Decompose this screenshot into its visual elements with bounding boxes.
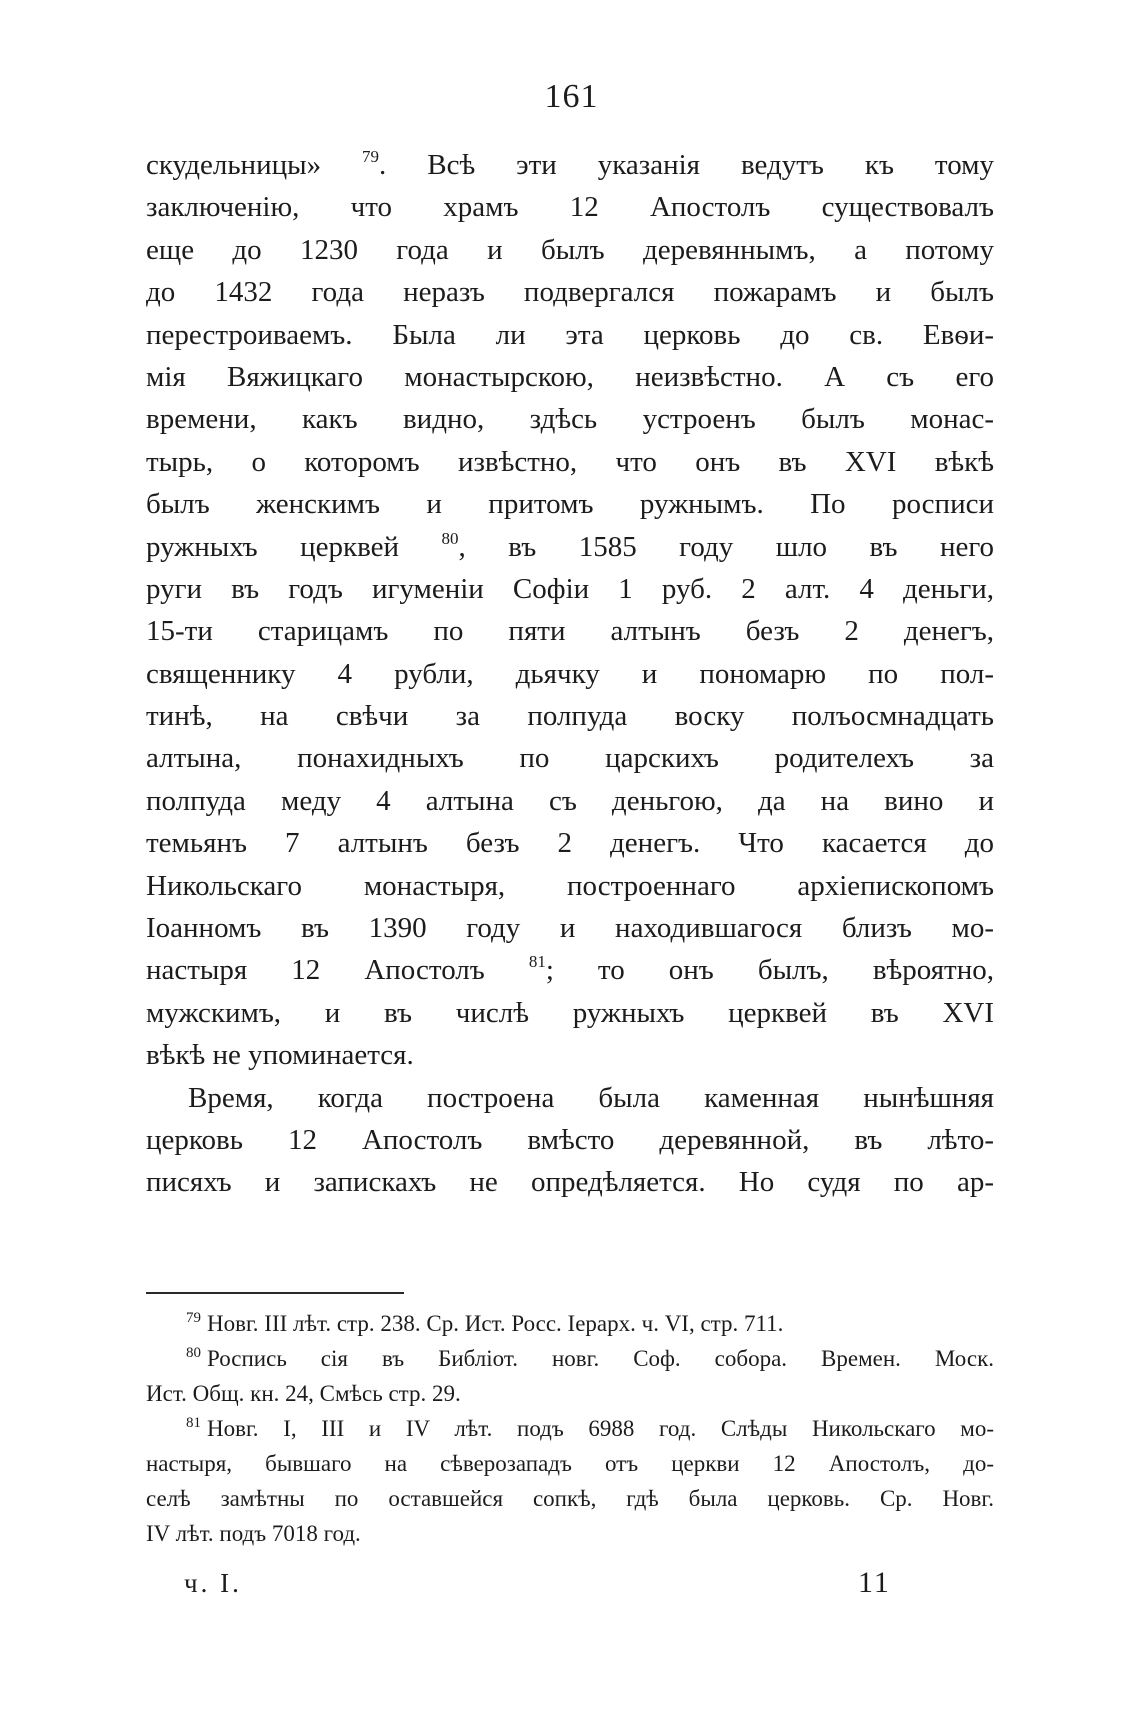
footnote-line <box>146 1481 994 1516</box>
line-text: настыря 12 Апостолъ <box>146 954 485 987</box>
text-line <box>146 907 994 949</box>
line-text: полпуда меду 4 алтына съ деньгою, да на вино и <box>146 784 994 817</box>
text-line <box>146 483 994 525</box>
line-text: Никольскаго монастыря, построеннаго архіепископомъ <box>146 869 994 902</box>
text-line <box>146 737 994 779</box>
footnote <box>146 1341 994 1411</box>
line-text: священнику 4 рубли, дьячку и пономарю по пол- <box>146 657 994 690</box>
line-text: тырь, о которомъ извѣстно, что онъ въ XVI вѣкѣ <box>146 445 994 478</box>
line-text: былъ женскимъ и притомъ ружнымъ. По росписи <box>146 488 994 521</box>
sheet-number: 11 <box>858 1566 891 1599</box>
text-line <box>146 1161 994 1203</box>
line-text: писяхъ и запискахъ не опредѣляется. Но судя по ар- <box>146 1166 994 1199</box>
footnotes <box>146 1306 994 1551</box>
text-line <box>146 1034 994 1076</box>
footnote-line <box>146 1446 994 1481</box>
line-text: до 1432 года неразъ подвергался пожарамъ и былъ <box>146 276 994 309</box>
footnote <box>146 1411 994 1551</box>
footnote-text: селѣ замѣтны по оставшейся сопкѣ, гдѣ была церковь. Ср. Новг. <box>146 1486 994 1511</box>
text-line <box>146 992 994 1034</box>
text-line <box>146 186 994 228</box>
text-line <box>146 780 994 822</box>
text-line <box>146 653 994 695</box>
line-text: Время, когда построена была каменная нынѣшняя <box>188 1081 994 1114</box>
footnote-text: настыря, бывшаго на сѣверозападъ отъ церкви 12 Апостолъ, до- <box>146 1451 994 1476</box>
footnote-line <box>146 1341 994 1376</box>
line-text: руги въ годъ игуменіи Софіи 1 руб. 2 алт. 4 деньги, <box>146 572 994 605</box>
footnote-marker: 79 <box>186 1310 201 1326</box>
line-text: вѣкѣ не упоминается. <box>146 1039 414 1072</box>
line-text-rest: . Всѣ эти указанія ведутъ къ тому <box>379 149 994 181</box>
footnote-separator <box>146 1292 404 1294</box>
footnote-line <box>146 1516 994 1551</box>
signature-mark: ч. I. <box>184 1568 242 1598</box>
line-text: времени, какъ видно, здѣсь устроенъ былъ монас- <box>146 403 994 436</box>
text-line <box>146 1119 994 1161</box>
footnote-reference: 80 <box>441 528 459 548</box>
text-line <box>146 865 994 907</box>
text-line <box>146 568 994 610</box>
page-number: 161 <box>544 78 599 115</box>
footnote-text: Новг. III лѣт. стр. 238. Ср. Ист. Росс. Іерарх. ч. VI, стр. 711. <box>207 1311 784 1336</box>
text-line <box>146 441 994 483</box>
main-text <box>146 144 994 1204</box>
line-text: перестроиваемъ. Была ли эта церковь до св. Евѳи- <box>146 318 994 351</box>
footnote-text: Ист. Общ. кн. 24, Смѣсь стр. 29. <box>146 1381 461 1406</box>
footnote-reference: 81 <box>528 952 546 972</box>
footnote-reference: 79 <box>362 147 380 166</box>
text-line <box>146 398 994 440</box>
line-text: еще до 1230 года и былъ деревяннымъ, а потому <box>146 233 994 266</box>
text-line <box>146 271 994 313</box>
line-text: мія Вяжицкаго монастырскою, неизвѣстно. А съ его <box>146 360 994 393</box>
text-line <box>146 229 994 271</box>
footnote-marker: 81 <box>186 1415 201 1431</box>
text-line <box>146 695 994 737</box>
text-line <box>146 610 994 652</box>
text-line <box>146 1077 994 1119</box>
line-text: ружныхъ церквей <box>146 530 400 563</box>
text-line <box>146 314 994 356</box>
text-line <box>146 356 994 398</box>
line-text: скудельницы» <box>146 149 322 181</box>
line-text: заключенію, что храмъ 12 Апостолъ существовалъ <box>146 191 994 224</box>
footnote-line <box>146 1306 994 1341</box>
footnote-text: Роспись сія въ Библіот. новг. Соф. собора. Времен. Моск. <box>207 1346 994 1371</box>
line-text: 15-ти старицамъ по пяти алтынъ безъ 2 денегъ, <box>146 615 994 648</box>
text-line <box>146 526 994 568</box>
line-text: Іоанномъ въ 1390 году и находившагося близъ мо- <box>146 912 994 945</box>
footnote-text: IV лѣт. подъ 7018 год. <box>146 1521 361 1546</box>
line-text: темьянъ 7 алтынъ безъ 2 денегъ. Что касается до <box>146 827 994 860</box>
footnote-line <box>146 1411 994 1446</box>
line-text: тинѣ, на свѣчи за полпуда воску полъосмнадцать <box>146 700 994 733</box>
text-line <box>146 822 994 864</box>
footnote-line <box>146 1376 994 1411</box>
text-line <box>146 144 994 186</box>
line-text: церковь 12 Апостолъ вмѣсто деревянной, въ лѣто- <box>146 1123 994 1156</box>
footnote <box>146 1306 994 1341</box>
line-text-rest: ; то онъ былъ, вѣроятно, <box>545 954 994 987</box>
footnote-text: Новг. I, III и IV лѣт. подъ 6988 год. Слѣды Никольскаго мо- <box>207 1416 994 1441</box>
line-text: алтына, понахидныхъ по царскихъ родителехъ за <box>146 742 994 775</box>
line-text: мужскимъ, и въ числѣ ружныхъ церквей въ XVI <box>146 996 994 1029</box>
footnote-marker: 80 <box>186 1345 201 1361</box>
text-line <box>146 949 994 991</box>
line-text-rest: , въ 1585 году шло въ него <box>458 530 995 563</box>
